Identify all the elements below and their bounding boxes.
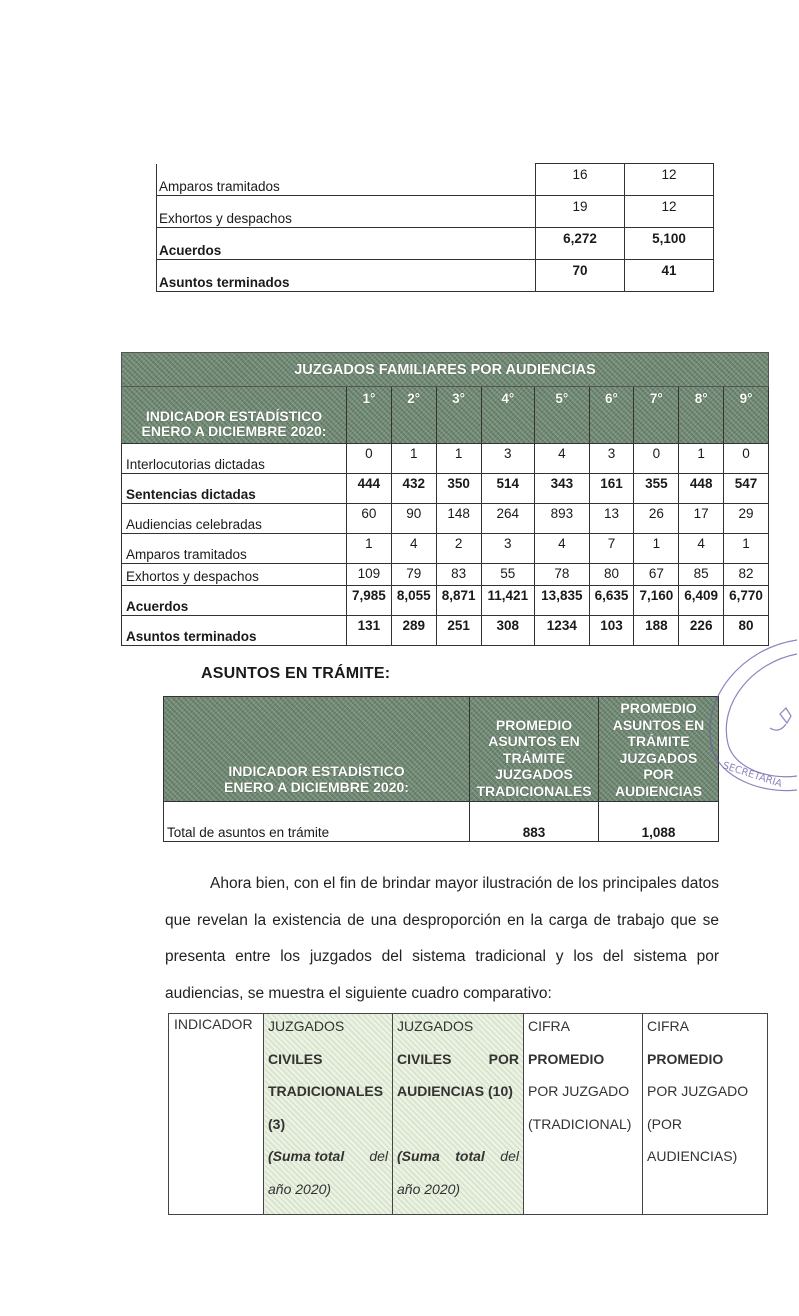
cell-value: 161 [589, 474, 634, 504]
cell-line: AUDIENCIAS) [647, 1148, 738, 1164]
table-row [122, 474, 769, 504]
table-row [157, 228, 714, 260]
cell-value: 893 [535, 504, 590, 534]
cell-value: 109 [347, 564, 392, 586]
column-header: 3° [436, 387, 481, 444]
cell-value: 4 [535, 444, 590, 474]
cell-value: 13,835 [535, 586, 590, 616]
cell-value: 78 [535, 564, 590, 586]
table-row [157, 164, 714, 196]
column-header: 4° [481, 387, 535, 444]
column-header: 6° [589, 387, 634, 444]
row-label: Interlocutorias dictadas [122, 444, 347, 474]
cell-line: (Suma total [268, 1148, 345, 1164]
table-row [122, 534, 769, 564]
indicator-line-2: ENERO A DICIEMBRE 2020: [224, 779, 409, 795]
cell-value: 3 [589, 444, 634, 474]
cell-value: 432 [391, 474, 436, 504]
row-label: Amparos tramitados [122, 534, 347, 564]
cell-line: CIFRA [647, 1018, 689, 1034]
cell-value: 5,100 [625, 228, 714, 260]
table-row [157, 260, 714, 292]
header-promedio-tradicionales [470, 697, 599, 802]
cell-value: 3 [481, 534, 535, 564]
cell-value: 1 [347, 534, 392, 564]
cell-line: PROMEDIO [647, 1050, 724, 1067]
cell-value: 1 [634, 534, 679, 564]
cell-line: del [500, 1148, 519, 1164]
cell-value: 1 [724, 534, 769, 564]
column-header: 9° [724, 387, 769, 444]
row-label: Exhortos y despachos [157, 196, 536, 228]
indicator-header [122, 387, 347, 444]
cell-value: 343 [535, 474, 590, 504]
cell-value: 55 [481, 564, 535, 586]
col-juzgados-tradicionales [264, 1014, 393, 1215]
cell-value: 90 [391, 504, 436, 534]
cell-value: 448 [679, 474, 724, 504]
cell-value: 80 [724, 616, 769, 646]
cell-value: 41 [625, 260, 714, 292]
cell-value: 308 [481, 616, 535, 646]
cell-value: 79 [391, 564, 436, 586]
col-juzgados-audiencias [393, 1014, 524, 1215]
cell-value: 0 [634, 444, 679, 474]
cell-value: 60 [347, 504, 392, 534]
cell-line: CIFRA [528, 1018, 570, 1034]
official-seal-stamp [672, 618, 798, 798]
cell-line: POR [488, 1050, 519, 1067]
cell-line: PROMEDIO [528, 1050, 605, 1067]
table-row [122, 504, 769, 534]
row-label: Audiencias celebradas [122, 504, 347, 534]
cell-value: 148 [436, 504, 481, 534]
cell-value: 82 [724, 564, 769, 586]
header-line: JUZGADOS [619, 749, 698, 766]
table-row [122, 444, 769, 474]
header-line: ASUNTOS EN [612, 716, 705, 733]
section-heading-tramite: ASUNTOS EN TRÁMITE: [201, 665, 391, 682]
cell-value: 0 [347, 444, 392, 474]
value-audiencias: 1,088 [599, 802, 719, 842]
cell-value: 4 [679, 534, 724, 564]
cell-line: CIVILES [268, 1050, 323, 1067]
cell-value: 85 [679, 564, 724, 586]
cell-value: 355 [634, 474, 679, 504]
cell-line: POR JUZGADO [647, 1083, 749, 1099]
cell-value: 16 [536, 164, 625, 196]
row-label: Exhortos y despachos [122, 564, 347, 586]
indicator-header [164, 697, 470, 802]
column-header: 7° [634, 387, 679, 444]
row-label: Acuerdos [122, 586, 347, 616]
cell-value: 6,770 [724, 586, 769, 616]
cell-line: AUDIENCIAS (10) [397, 1083, 513, 1099]
header-line: PROMEDIO [495, 716, 573, 733]
cell-value: 1234 [535, 616, 590, 646]
body-paragraph: Ahora bien, con el fin de brindar mayor ilustración de los principales datos que revelan la existencia de una desproporción en la carga de trabajo que se presenta entre los juzgados del sistema tradicional y los del sistema por audiencias, se muestra el siguiente cuadro comparativo: [165, 875, 719, 1002]
table-asuntos-tramite [163, 696, 719, 842]
cell-value: 67 [634, 564, 679, 586]
cell-value: 17 [679, 504, 724, 534]
cell-value: 4 [535, 534, 590, 564]
table-comparativo [168, 1013, 768, 1215]
row-label: Asuntos terminados [122, 616, 347, 646]
cell-value: 251 [436, 616, 481, 646]
cell-value: 80 [589, 564, 634, 586]
header-line: POR [643, 766, 674, 782]
cell-value: 131 [347, 616, 392, 646]
indicator-line-1: INDICADOR ESTADÍSTICO [145, 408, 323, 424]
cell-value: 2 [436, 534, 481, 564]
column-header: 1° [347, 387, 392, 444]
cell-line: (3) [268, 1115, 286, 1132]
cell-value: 264 [481, 504, 535, 534]
cell-value: 29 [724, 504, 769, 534]
header-line: TRADICIONALES [476, 782, 592, 799]
cell-value: 7,985 [347, 586, 392, 616]
table-row [122, 564, 769, 586]
header-line: TRÁMITE [502, 749, 566, 766]
cell-value: 547 [724, 474, 769, 504]
cell-value: 514 [481, 474, 535, 504]
column-header: 8° [679, 387, 724, 444]
row-label: Acuerdos [157, 228, 536, 260]
header-line: AUDIENCIAS [614, 782, 703, 799]
cell-value: 1 [391, 444, 436, 474]
indicator-line-1: INDICADOR ESTADÍSTICO [228, 763, 405, 779]
cell-value: 6,409 [679, 586, 724, 616]
cell-value: 4 [391, 534, 436, 564]
cell-line: JUZGADOS [397, 1018, 474, 1034]
cell-value: 188 [634, 616, 679, 646]
row-label: Amparos tramitados [157, 164, 536, 196]
cell-value: 7 [589, 534, 634, 564]
col-cifra-tradicional [524, 1014, 643, 1215]
cell-line: (POR [647, 1115, 682, 1132]
cell-line: año 2020) [268, 1180, 332, 1197]
cell-value: 70 [536, 260, 625, 292]
cell-value: 12 [625, 164, 714, 196]
cell-line: del [369, 1148, 388, 1164]
cell-value: 350 [436, 474, 481, 504]
header-line: ASUNTOS EN [488, 733, 580, 749]
row-label: Asuntos terminados [157, 260, 536, 292]
table-row [157, 196, 714, 228]
cell-value: 26 [634, 504, 679, 534]
table-top-summary [156, 163, 714, 292]
cell-line: año 2020) [397, 1180, 461, 1197]
cell-value: 11,421 [481, 586, 535, 616]
cell-line: total [455, 1148, 485, 1164]
row-label: Total de asuntos en trámite [164, 802, 470, 842]
column-header: 2° [391, 387, 436, 444]
cell-value: 13 [589, 504, 634, 534]
cell-value: 3 [481, 444, 535, 474]
col-cifra-audiencias [643, 1014, 768, 1215]
cell-value: 103 [589, 616, 634, 646]
cell-value: 289 [391, 616, 436, 646]
value-tradicionales: 883 [470, 802, 599, 842]
table-row [122, 586, 769, 616]
row-label: Sentencias dictadas [122, 474, 347, 504]
cell-value: 8,055 [391, 586, 436, 616]
cell-line: TRADICIONALES [268, 1083, 384, 1099]
cell-value: 6,635 [589, 586, 634, 616]
indicator-line-2: ENERO A DICIEMBRE 2020: [141, 423, 327, 439]
table-title: JUZGADOS FAMILIARES POR AUDIENCIAS [122, 353, 769, 387]
cell-line: (TRADICIONAL) [528, 1115, 632, 1132]
cell-line: (Suma [397, 1148, 440, 1164]
cell-line: JUZGADOS [268, 1018, 345, 1034]
table-juzgados-familiares [121, 352, 769, 646]
cell-line: CIVILES [397, 1050, 452, 1067]
cell-value: 444 [347, 474, 392, 504]
seal-text: SECRETARIA [721, 760, 784, 790]
cell-value: 0 [724, 444, 769, 474]
cell-value: 1 [436, 444, 481, 474]
col-indicador: INDICADOR [169, 1014, 264, 1215]
cell-value: 12 [625, 196, 714, 228]
cell-line: POR JUZGADO [528, 1083, 630, 1099]
cell-value: 226 [679, 616, 724, 646]
cell-value: 7,160 [634, 586, 679, 616]
cell-value: 19 [536, 196, 625, 228]
cell-value: 1 [679, 444, 724, 474]
cell-value: 8,871 [436, 586, 481, 616]
header-line: JUZGADOS [495, 766, 573, 782]
header-line: PROMEDIO [620, 700, 697, 716]
cell-value: 83 [436, 564, 481, 586]
cell-value: 6,272 [536, 228, 625, 260]
header-line: TRÁMITE [627, 733, 690, 749]
column-header: 5° [535, 387, 590, 444]
